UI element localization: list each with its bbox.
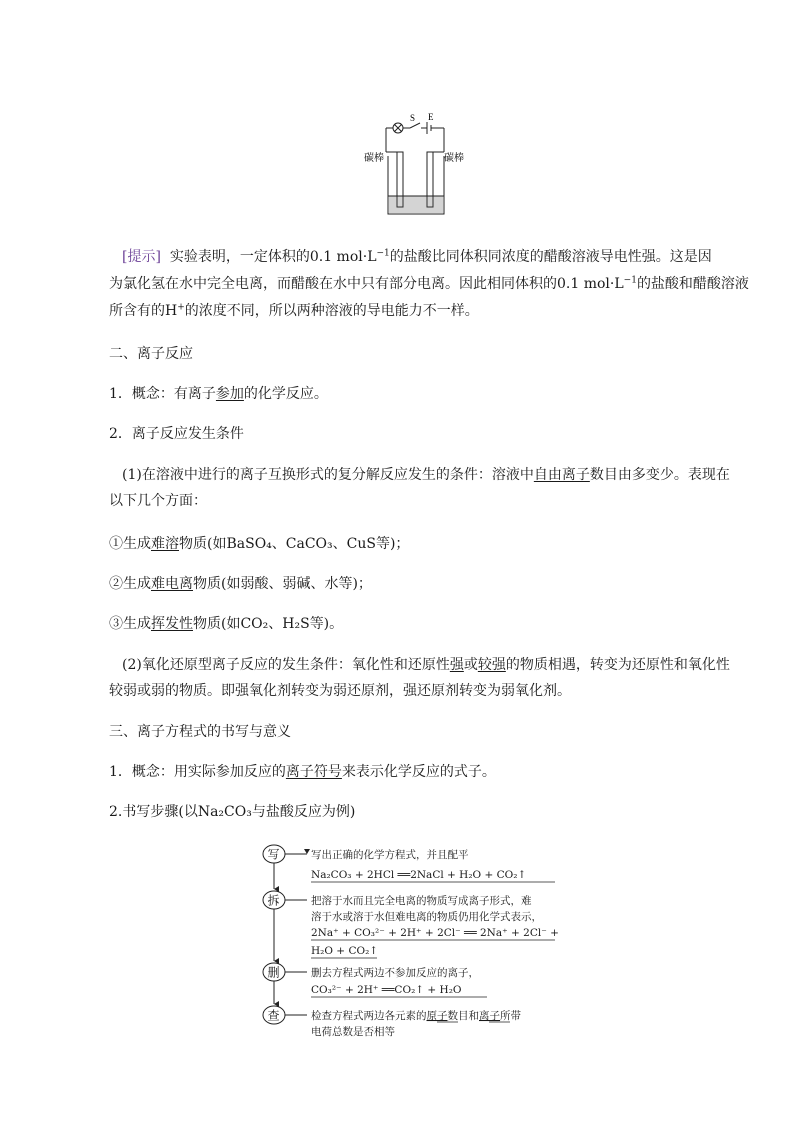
hint-conc-1: 0.1 mol·L xyxy=(309,249,377,265)
section2-title: 二、离子反应 xyxy=(109,346,193,362)
i2-a: ②生成 xyxy=(109,576,151,592)
step4-text-1 xyxy=(311,1009,521,1022)
i1-formulas: BaSO₄、CaCO₃、CuS xyxy=(226,536,376,552)
step3-equation: CO₃²⁻ + 2H⁺ ══CO₂↑ + H₂O xyxy=(311,984,462,996)
hint-exp-1: −1 xyxy=(376,248,390,259)
step1-equation: Na₂CO₃ + 2HCl ══2NaCl + H₂O + CO₂↑ xyxy=(311,869,527,881)
steps-title-b: 与盐酸反应为例) xyxy=(251,804,356,820)
switch-icon xyxy=(410,123,420,128)
section3-title: 三、离子方程式的书写与意义 xyxy=(109,724,291,740)
hint-text-2b: 的盐酸和醋酸溶液 xyxy=(636,276,749,292)
hint-text-3b: 的浓度不同，所以两种溶液的导电能力不一样。 xyxy=(184,303,479,319)
i3-b: 物质(如 xyxy=(193,616,241,632)
step-check-node xyxy=(263,1006,307,1024)
step2-text-2: 溶于水或溶于水但难电离的物质仍用化学式表示， xyxy=(311,911,542,923)
section2-conditions-title: 2．离子反应发生条件 xyxy=(109,426,244,442)
s3-concept-a: 1．概念：用实际参加反应的 xyxy=(109,764,286,780)
i3-blank: 挥发性 xyxy=(151,616,193,632)
i2-b: 物质(如弱酸、弱碱、水等)； xyxy=(193,576,372,592)
c2-blank-2: 较强 xyxy=(477,657,506,673)
right-rod-label: 碳棒 xyxy=(444,153,464,164)
s2-concept-a: 1．概念：有离子 xyxy=(109,386,216,402)
i3-formulas: CO₂、H₂S xyxy=(240,616,310,632)
c1-blank: 自由离子 xyxy=(533,467,590,483)
c1-b: 数目由多变少。表现在 xyxy=(589,467,730,483)
hint-exp-2: −1 xyxy=(623,275,637,286)
condition-1-line-1 xyxy=(122,466,730,484)
s3-concept-b: 来表示化学反应的式子。 xyxy=(341,764,496,780)
section2-concept xyxy=(109,385,328,403)
i3-c: 等)。 xyxy=(309,616,344,632)
hint-line-2 xyxy=(109,275,749,293)
step-check-label: 查 xyxy=(267,1008,280,1023)
conductivity-apparatus-figure xyxy=(360,112,470,220)
hint-line-1 xyxy=(122,248,712,266)
hint-tag: [提示] xyxy=(122,249,161,265)
step4-text-1m: 数目和 xyxy=(447,1010,479,1022)
solution xyxy=(389,196,443,213)
i1-b: 物质(如 xyxy=(179,536,227,552)
hint-text-3a: 所含有的 xyxy=(109,303,165,319)
step3-text: 删去方程式两边不参加反应的离子， xyxy=(311,967,479,979)
switch-label: S xyxy=(410,113,416,123)
section3-concept xyxy=(109,763,496,781)
step2-equation-2: H₂O + CO₂↑ xyxy=(311,945,379,957)
hint-ion-charge: + xyxy=(177,302,185,313)
step-delete-label: 删 xyxy=(267,965,280,980)
steps-title-formula: Na₂CO₃ xyxy=(197,804,252,820)
condition-2-line-1 xyxy=(122,656,730,674)
i2-blank: 难电离 xyxy=(151,576,193,592)
step2-equation-1: 2Na⁺ + CO₃²⁻ + 2H⁺ + 2Cl⁻ ══ 2Na⁺ + 2Cl⁻ + xyxy=(311,927,559,939)
s2-concept-b: 的化学反应。 xyxy=(243,386,328,402)
hint-text-1b: 的盐酸比同体积同浓度的醋酸溶液导电性强。这是因 xyxy=(389,249,712,265)
condition-item-2 xyxy=(109,575,372,593)
hint-text-2: 为氯化氢在水中完全电离，而醋酸在水中只有部分电离。因此相同体积的 xyxy=(109,276,557,292)
hint-ion: H xyxy=(165,303,178,319)
step-split-label: 拆 xyxy=(267,893,280,908)
step-delete-node xyxy=(263,963,307,981)
step4-text-2: 电荷总数是否相等 xyxy=(311,1026,395,1038)
hint-conc-2: 0.1 mol·L xyxy=(557,276,624,292)
hint-text-1a: 实验表明，一定体积的 xyxy=(169,249,310,265)
hint-line-3 xyxy=(109,302,479,320)
condition-2-line-2: 较弱或弱的物质。即强氧化剂转变为弱还原剂，强还原剂转变为弱氧化剂。 xyxy=(109,683,571,699)
c1-a: (1)在溶液中进行的离子互换形式的复分解反应发生的条件：溶液中 xyxy=(122,467,534,483)
i1-a: ①生成 xyxy=(109,536,151,552)
section3-steps-title xyxy=(109,803,355,821)
condition-1-line-2: 以下几个方面： xyxy=(109,493,207,509)
step4-text-1a: 检查方程式两边各元素的 xyxy=(311,1010,427,1022)
steps-title-a: 2.书写步骤(以 xyxy=(109,804,198,820)
condition-item-3 xyxy=(109,615,343,633)
i3-a: ③生成 xyxy=(109,616,151,632)
c2-a: (2)氧化还原型离子反应的发生条件：氧化性和还原性 xyxy=(122,657,450,673)
step-write-node xyxy=(263,845,307,863)
step1-text: 写出正确的化学方程式，并且配平 xyxy=(311,849,469,861)
battery-label: E xyxy=(428,112,434,122)
step-split-node xyxy=(263,891,307,909)
s3-concept-blank: 离子符号 xyxy=(285,764,342,780)
step2-text-1: 把溶于水而且完全电离的物质写成离子形式，难 xyxy=(311,895,532,907)
left-rod-label: 碳棒 xyxy=(364,153,384,164)
i1-c: 等)； xyxy=(375,536,410,552)
c2-m: 或 xyxy=(463,657,478,673)
c2-blank-1: 强 xyxy=(449,657,464,673)
step-write-label: 写 xyxy=(267,847,280,862)
ionic-equation-steps-diagram xyxy=(255,842,565,1042)
step4-text-1b: 所带 xyxy=(500,1010,521,1022)
step4-blank-ion: 离子 xyxy=(479,1010,500,1022)
i1-blank: 难溶 xyxy=(151,536,179,552)
s2-concept-blank: 参加 xyxy=(215,386,244,402)
c2-b: 的物质相遇，转变为还原性和氧化性 xyxy=(505,657,730,673)
condition-item-1 xyxy=(109,535,409,553)
step4-blank-atom: 原子 xyxy=(426,1010,448,1022)
